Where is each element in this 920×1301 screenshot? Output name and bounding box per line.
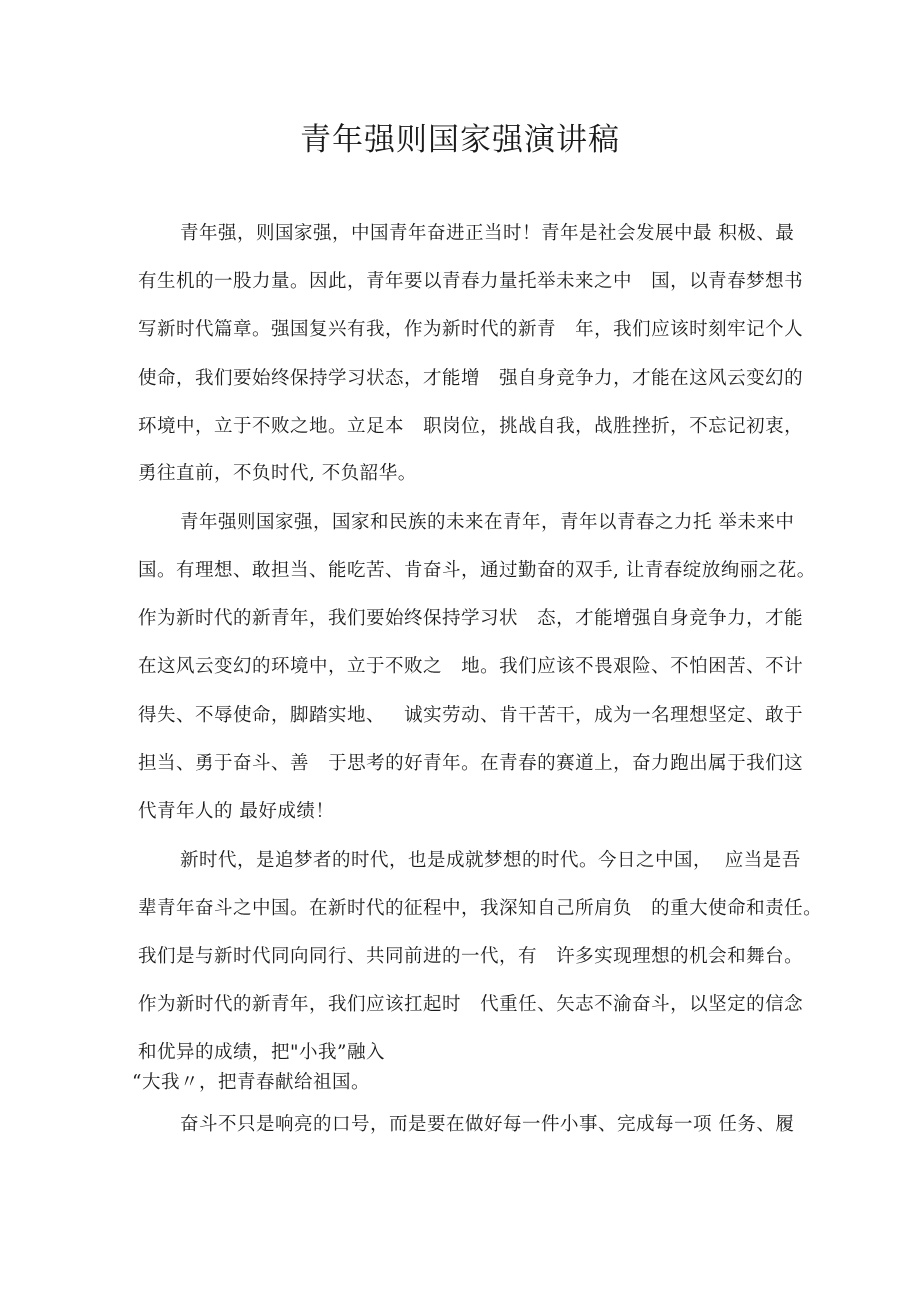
paragraph-1-line-3: 写新时代篇章。强国复兴有我，作为新时代的新青 年，我们应该时刻牢记个人 xyxy=(138,319,804,340)
paragraph-1-line-1: 青年强，则国家强，中国青年奋进正当时！青年是社会发展中最 积极、最 xyxy=(180,223,795,244)
document-title: 青年强则国家强演讲稿 xyxy=(300,122,620,158)
paragraph-3-line-2: 辈青年奋斗之中国。在新时代的征程中，我深知自己所肩负 的重大使命和责任。 xyxy=(138,898,823,919)
paragraph-2-line-7: 代青年人的 最好成绩！ xyxy=(138,801,335,822)
paragraph-3-line-4: 作为新时代的新青年，我们应该扛起时 代重任、矢志不渝奋斗，以坚定的信念 xyxy=(138,994,804,1015)
paragraph-2-line-2: 国。有理想、敢担当、能吃苦、肯奋斗，通过勤奋的双手, 让青春绽放绚丽之花。 xyxy=(138,560,816,581)
paragraph-1-line-2: 有生机的一股力量。因此，青年要以青春力量托举未来之中 国，以青春梦想书 xyxy=(138,271,804,292)
paragraph-2-line-4: 在这风云变幻的环境中，立于不败之 地。我们应该不畏艰险、不怕困苦、不计 xyxy=(138,656,804,677)
paragraph-4-line-1: 奋斗不只是响亮的口号，而是要在做好每一件小事、完成每一项 任务、履 xyxy=(180,1114,795,1135)
paragraph-3-line-6: “大我〃，把青春献给祖国。 xyxy=(132,1072,370,1093)
paragraph-2-line-6: 担当、勇于奋斗、善 于思考的好青年。在青春的赛道上，奋力跑出属于我们这 xyxy=(138,753,804,774)
paragraph-2-line-1: 青年强则国家强，国家和民族的未来在青年，青年以青春之力托 举未来中 xyxy=(180,512,795,533)
paragraph-1-line-5: 环境中，立于不败之地。立足本 职岗位，挑战自我，战胜挫折，不忘记初衷， xyxy=(138,416,804,437)
paragraph-3-line-5: 和优异的成绩，把"小我”融入 xyxy=(138,1042,385,1063)
paragraph-2-line-5: 得失、不辱使命，脚踏实地、 诚实劳动、肯干苦干，成为一名理想坚定、敢于 xyxy=(138,705,804,726)
paragraph-1-line-6: 勇往直前，不负时代, 不负韶华。 xyxy=(138,463,417,484)
paragraph-2-line-3: 作为新时代的新青年，我们要始终保持学习状 态，才能增强自身竞争力，才能 xyxy=(138,608,804,629)
paragraph-3-line-3: 我们是与新时代同向同行、共同前进的一代，有 许多实现理想的机会和舞台。 xyxy=(138,946,804,967)
paragraph-3-line-1: 新时代，是追梦者的时代，也是成就梦想的时代。今日之中国， 应当是吾 xyxy=(180,850,801,871)
paragraph-1-line-4: 使命，我们要始终保持学习状态，才能增 强自身竞争力，才能在这风云变幻的 xyxy=(138,368,804,389)
